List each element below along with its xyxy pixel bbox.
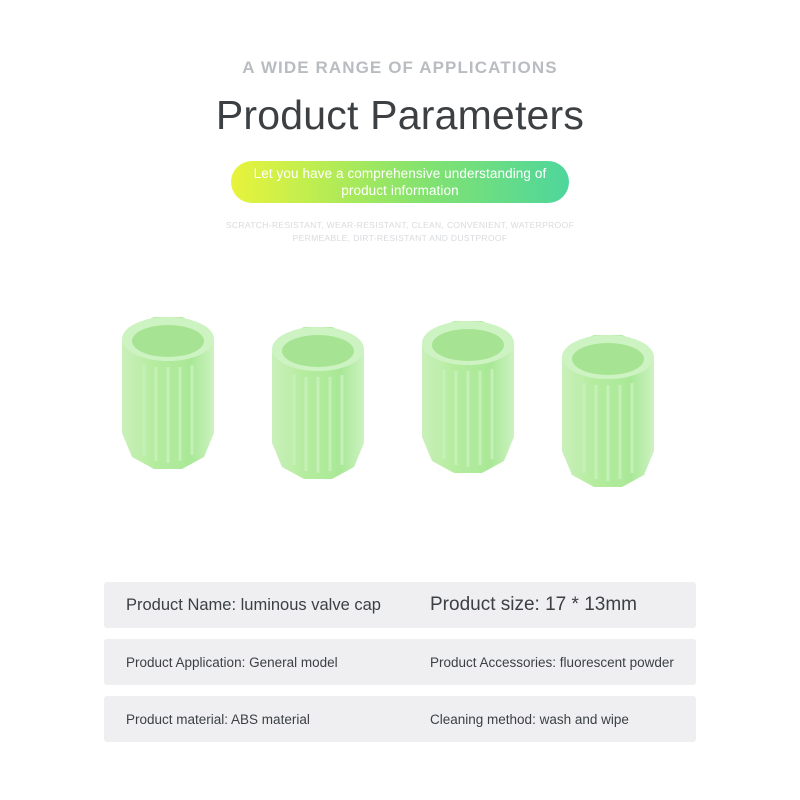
- specifications-table: [104, 582, 696, 753]
- page-header: [0, 0, 800, 139]
- spec-cleaning-method: Cleaning method: wash and wipe: [430, 711, 629, 727]
- spec-product-application: Product Application: General model: [126, 654, 338, 670]
- eyebrow-text: A WIDE RANGE OF APPLICATIONS: [242, 58, 558, 77]
- tagline-pill: [231, 161, 569, 203]
- spec-product-name: Product Name: luminous valve cap: [126, 595, 381, 614]
- valve-cap-icon: [258, 315, 378, 505]
- valve-cap-icon: [408, 309, 528, 499]
- product-image-3: [408, 309, 528, 499]
- product-image-1: [108, 305, 228, 495]
- spec-product-size: Product size: 17 * 13mm: [430, 594, 637, 615]
- table-row: [104, 582, 696, 628]
- feature-caption-line-1: SCRATCH-RESISTANT, WEAR-RESISTANT, CLEAN, CONVENIENT, WATERPROOF: [225, 220, 575, 230]
- page-title: Product Parameters: [215, 92, 585, 138]
- table-row: [104, 639, 696, 685]
- spec-product-accessories: Product Accessories: fluorescent powder: [430, 654, 674, 670]
- spec-product-material: Product material: ABS material: [126, 711, 310, 727]
- tagline-text: Let you have a comprehensive understanding of product information: [253, 166, 547, 198]
- valve-cap-icon: [548, 323, 668, 513]
- product-image-row: [0, 287, 800, 547]
- feature-caption-line-2: PERMEABLE, DIRT-RESISTANT AND DUSTPROOF: [292, 233, 508, 243]
- product-image-2: [258, 315, 378, 505]
- table-row: [104, 696, 696, 742]
- valve-cap-icon: [108, 305, 228, 495]
- feature-caption: [0, 219, 800, 245]
- tagline-banner: [0, 161, 800, 203]
- product-image-4: [548, 323, 668, 513]
